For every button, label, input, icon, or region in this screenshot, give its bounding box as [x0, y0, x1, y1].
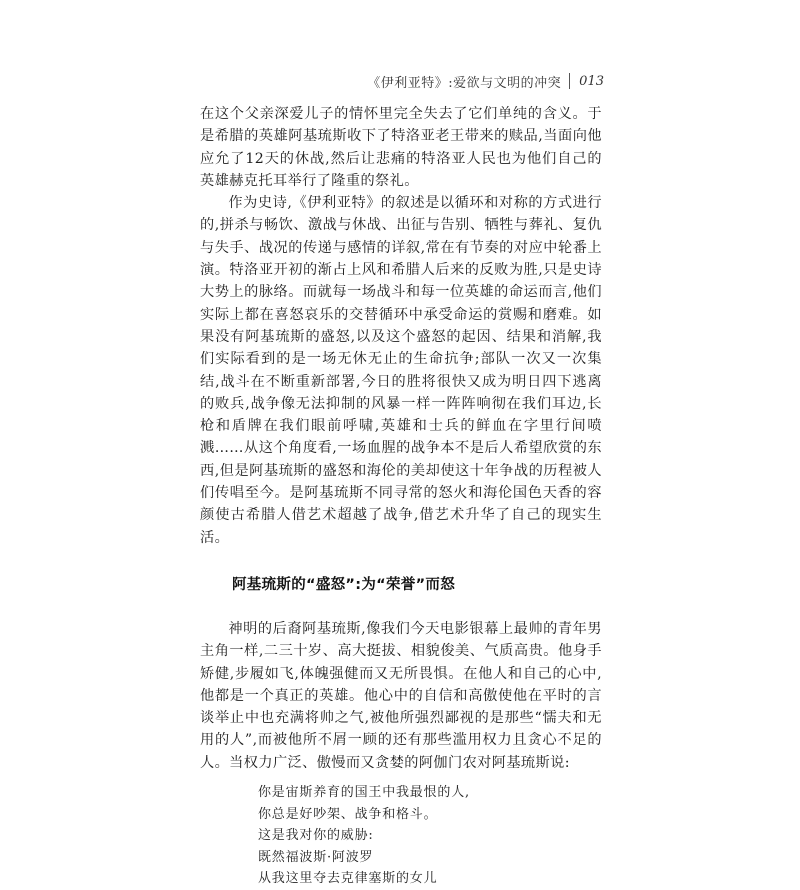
- paragraph-achilles: 神明的后裔阿基琉斯,像我们今天电影银幕上最帅的青年男主角一样,二三十岁、高大挺拔、相貌俊美、气质高贵。他身手矫健,步履如飞,体魄强健而又无所畏惧。在他人和自己的心中,他都是一个真正的英雄。他心中的自信和高傲使他在平时的言谈举止中也充满将帅之气,被他所强烈鄙视的是那些“懦夫和无用的人”,而被他所不屑一顾的还有那些滥用权力且贪心不足的人。当权力广泛、傲慢而又贪婪的阿伽门农对阿基琉斯说:: [200, 620, 602, 771]
- body-text: [200, 103, 602, 890]
- section-heading: 阿基琉斯的“盛怒”:为“荣誉”而怒: [232, 576, 456, 593]
- verse-line: 你是宙斯养育的国王中我最恨的人,: [258, 785, 470, 801]
- verse-quote: [258, 782, 602, 890]
- verse-line: 这是我对你的威胁:: [258, 828, 374, 844]
- header-divider: [569, 73, 570, 89]
- verse-line: 你总是好吵架、战争和格斗。: [258, 806, 438, 822]
- chapter-title: 《伊利亚特》:爱欲与文明的冲突: [367, 75, 562, 91]
- paragraph-epic-structure: 作为史诗,《伊利亚特》的叙述是以循环和对称的方式进行的,拼杀与畅饮、激战与休战、出征与告别、牺牲与葬礼、复仇与失手、战况的传递与感情的详叙,常在有节奏的对应中轮番上演。特洛亚开初的渐占上风和希腊人后来的反败为胜,只是史诗大势上的脉络。而就每一场战斗和每一位英雄的命运而言,他们实际上都在喜怒哀乐的交替循环中承受命运的赏赐和磨难。如果没有阿基琉斯的盛怒,以及这个盛怒的起因、结果和消解,我们实际看到的是一场无休无止的生命抗争;部队一次又一次集结,战斗在不断重新部署,今日的胜将很快又成为明日四下逃离的败兵,战争像无法抑制的风暴一样一阵阵响彻在我们耳边,长枪和盾牌在我们眼前呼啸,英雄和士兵的鲜血在字里行间喷溅……从这个角度看,一场血腥的战争本不是后人希望欣赏的东西,但是阿基琉斯的盛怒和海伦的美却使这十年争战的历程被人们传唱至今。是阿基琉斯不同寻常的怒火和海伦国色天香的容颜使古希腊人借艺术超越了战争,借艺术升华了自己的现实生活。: [200, 195, 602, 546]
- paragraph-continued: 在这个父亲深爱儿子的情怀里完全失去了它们单纯的含义。于是希腊的英雄阿基琉斯收下了特洛亚老王带来的赎品,当面向他应允了12天的休战,然后让悲痛的特洛亚人民也为他们自己的英雄赫克托耳举行了隆重的祭礼。: [200, 106, 602, 189]
- verse-line: 从我这里夺去克律塞斯的女儿: [258, 871, 438, 887]
- verse-line: 既然福波斯·阿波罗: [258, 849, 374, 865]
- page-number: 013: [579, 73, 604, 89]
- running-header: [367, 70, 604, 92]
